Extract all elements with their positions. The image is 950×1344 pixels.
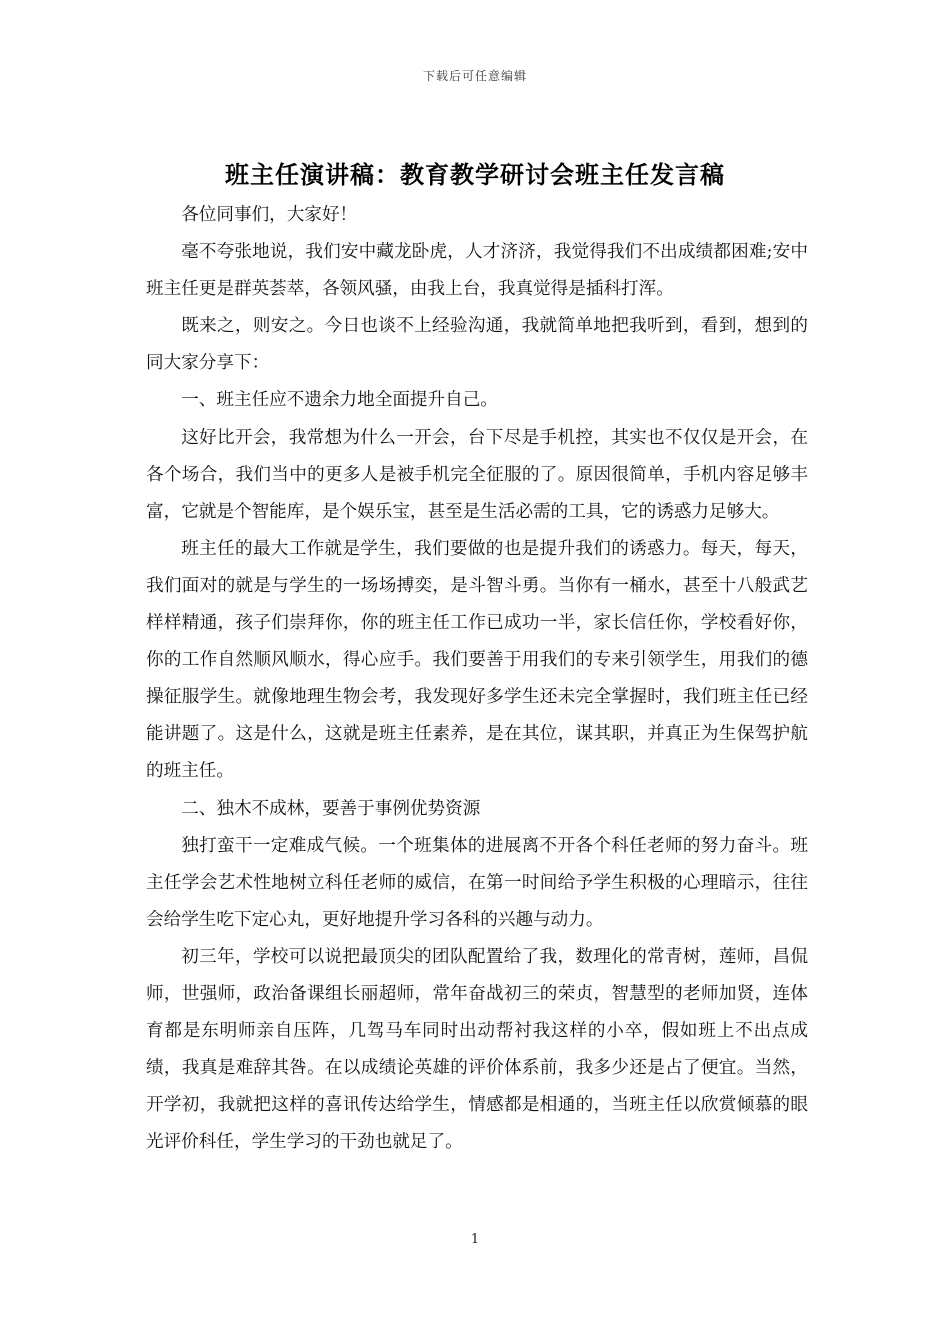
section-heading-1: 一、班主任应不遗余力地全面提升自己。	[181, 390, 498, 411]
page-number: 1	[470, 1232, 480, 1247]
paragraph: 既来之，则安之。今日也谈不上经验沟通，我就简单地把我听到，看到，想到的同大家分享下：	[146, 316, 808, 374]
paragraph-greeting: 各位同事们，大家好！	[181, 205, 358, 225]
document-title: 班主任演讲稿：教育教学研讨会班主任发言稿	[225, 160, 725, 189]
paragraph: 毫不夸张地说，我们安中藏龙卧虎，人才济济，我觉得我们不出成绩都困难;安中班主任更是群英荟萃，各领风骚，由我上台，我真觉得是插科打浑。	[146, 242, 808, 300]
page-header-note: 下载后可任意编辑	[422, 69, 527, 83]
section-heading-2: 二、独木不成林，要善于事例优势资源	[181, 798, 481, 819]
paragraph: 这好比开会，我常想为什么一开会，台下尽是手机控，其实也不仅仅是开会，在各个场合，我们当中的更多人是被手机完全征服的了。原因很简单，手机内容足够丰富，它就是个智能库，是个娱乐宝，甚至是生活必需的工具，它的诱惑力足够大。	[146, 427, 808, 522]
paragraph: 班主任的最大工作就是学生，我们要做的也是提升我们的诱惑力。每天，每天，我们面对的就是与学生的一场场搏奕，是斗智斗勇。当你有一桶水，甚至十八般武艺样样精通，孩子们崇拜你，你的班主任工作已成功一半，家长信任你，学校看好你，你的工作自然顺风顺水，得心应手。我们要善于用我们的专来引领学生，用我们的德操征服学生。就像地理生物会考，我发现好多学生还未完全掌握时，我们班主任已经能讲题了。这是什么，这就是班主任素养，是在其位，谋其职，并真正为生保驾护航的班主任。	[146, 538, 808, 782]
paragraph: 独打蛮干一定难成气候。一个班集体的进展离不开各个科任老师的努力奋斗。班主任学会艺术性地树立科任老师的威信，在第一时间给予学生积极的心理暗示，往往会给学生吃下定心丸，更好地提升学习各科的兴趣与动力。	[146, 835, 808, 930]
paragraph: 初三年，学校可以说把最顶尖的团队配置给了我，数理化的常青树，莲师，昌侃师，世强师，政治备课组长丽超师，常年奋战初三的荣贞，智慧型的老师加贤，连体育都是东明师亲自压阵，几驾马车同时出动帮衬我这样的小卒，假如班上不出点成绩，我真是难辞其咎。在以成绩论英雄的评价体系前，我多少还是占了便宜。当然，开学初，我就把这样的喜讯传达给学生，情感都是相通的，当班主任以欣赏倾慕的眼光评价科任，学生学习的干劲也就足了。	[146, 946, 808, 1153]
document-body	[146, 197, 808, 1161]
